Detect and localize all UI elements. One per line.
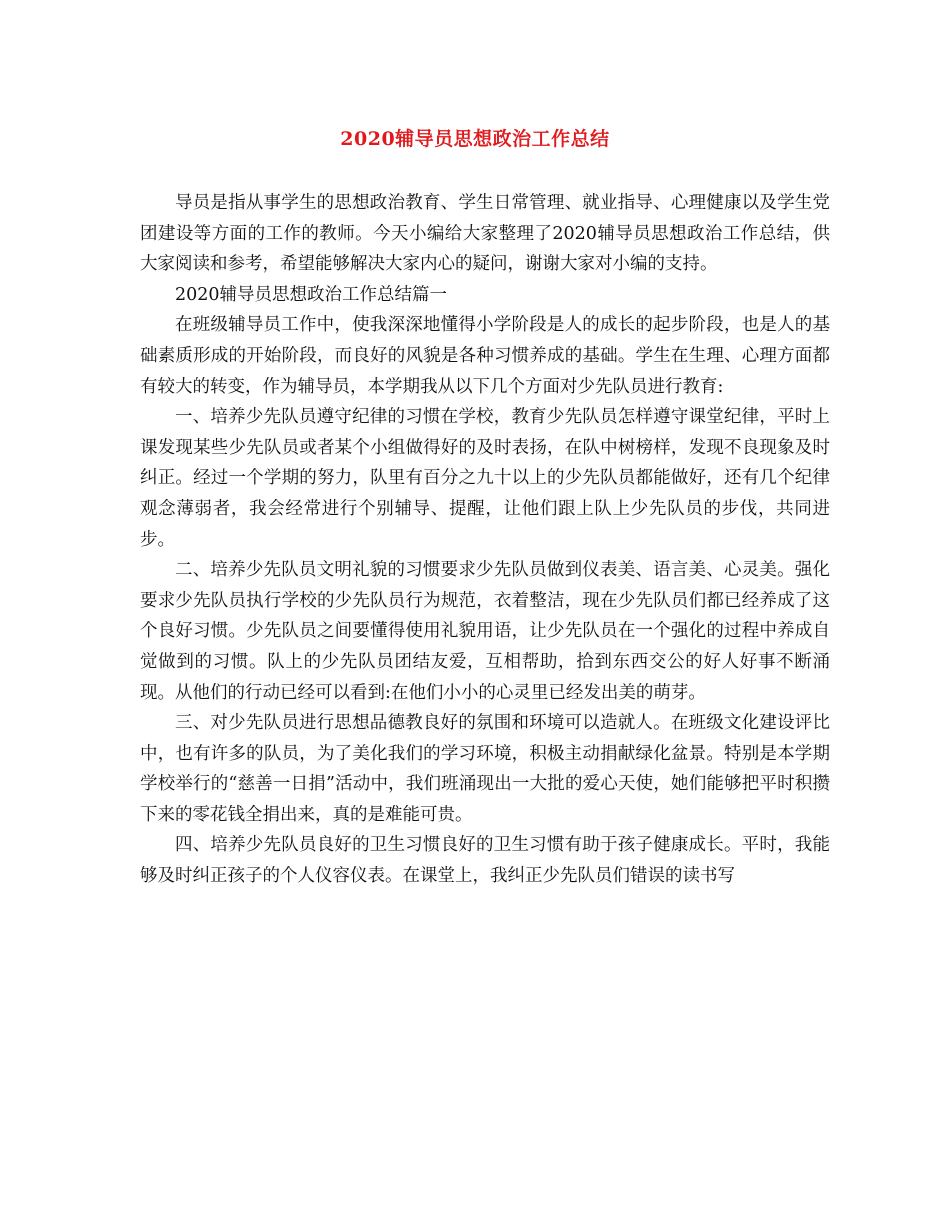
document-title: 2020辅导员思想政治工作总结 [340,128,610,150]
body-paragraph: 一、培养少先队员遵守纪律的习惯在学校，教育少先队员怎样遵守课堂纪律，平时上课发现某些少先队员或者某个小组做得好的及时表扬，在队中树榜样，发现不良现象及时纠正。经过一个学期的努力，队里有百分之九十以上的少先队员都能做好，还有几个纪律观念薄弱者，我会经常进行个别辅导、提醒，让他们跟上队上少先队员的步伐，共同进步。 [140,407,830,550]
body-paragraph: 四、培养少先队员良好的卫生习惯良好的卫生习惯有助于孩子健康成长。平时，我能够及时纠正孩子的个人仪容仪表。在课堂上，我纠正少先队员们错误的读书写 [140,835,830,887]
body-paragraph: 三、对少先队员进行思想品德教良好的氛围和环境可以造就人。在班级文化建设评比中，也有许多的队员，为了美化我们的学习环境，积极主动捐献绿化盆景。特别是本学期学校举行的“慈善一日捐”活动中，我们班涌现出一大批的爱心天使，她们能够把平时积攒下来的零花钱全捐出来，真的是难能可贵。 [140,713,830,825]
intro-paragraph: 导员是指从事学生的思想政治教育、学生日常管理、就业指导、心理健康以及学生党团建设等方面的工作的教师。今天小编给大家整理了2020辅导员思想政治工作总结，供大家阅读和参考，希望能够解决大家内心的疑问，谢谢大家对小编的支持。 [140,193,830,275]
section-heading: 2020辅导员思想政治工作总结篇一 [175,284,448,305]
body-paragraph: 在班级辅导员工作中，使我深深地懂得小学阶段是人的成长的起步阶段，也是人的基础素质形成的开始阶段，而良好的风貌是各种习惯养成的基础。学生在生理、心理方面都有较大的转变，作为辅导员，本学期我从以下几个方面对少先队员进行教育: [140,315,830,397]
document-body [140,188,830,892]
body-paragraph: 二、培养少先队员文明礼貌的习惯要求少先队员做到仪表美、语言美、心灵美。强化要求少先队员执行学校的少先队员行为规范，衣着整洁，现在少先队员们都已经养成了这个良好习惯。少先队员之间要懂得使用礼貌用语，让少先队员在一个强化的过程中养成自觉做到的习惯。队上的少先队员团结友爱，互相帮助，拾到东西交公的好人好事不断涌现。从他们的行动已经可以看到:在他们小小的心灵里已经发出美的萌芽。 [140,560,830,703]
